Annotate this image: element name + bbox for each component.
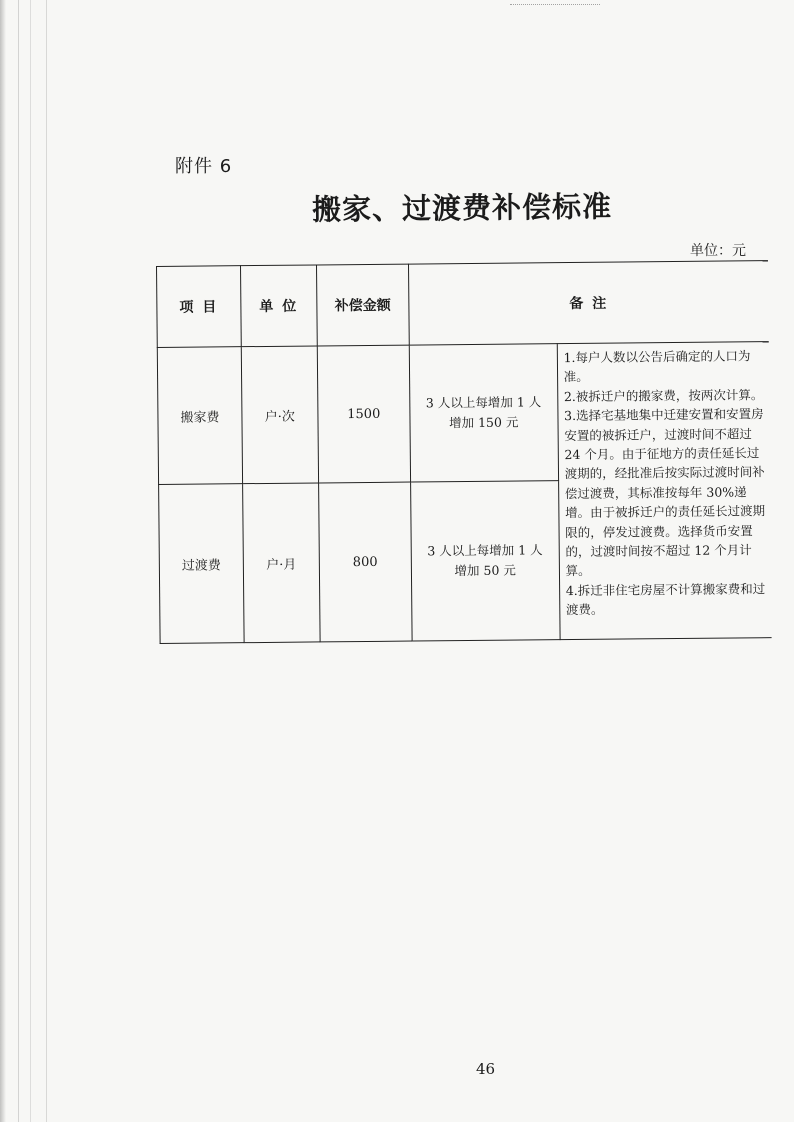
header-amount: 补偿金额 [316,264,409,346]
note-item: 4.拆迁非住宅房屋不计算搬家费和过渡费。 [565,581,766,618]
row-item: 过渡费 [159,484,244,644]
header-unit: 单 位 [240,265,317,347]
row-unit: 户·次 [241,346,318,484]
row-item: 搬家费 [157,347,242,485]
notes-cell [557,342,772,640]
unit-note: 单位：元 [690,243,746,259]
header-item: 项 目 [157,266,242,348]
table-row [157,342,770,485]
row-condition [410,481,559,641]
document-title: 搬家、过渡费补偿标准 [311,189,613,227]
attachment-label: 附件 6 [175,156,233,177]
scan-edge-shadow [0,0,6,1122]
note-item: 1.每户人数以公告后确定的人口为准。 [563,348,751,385]
row-unit: 户·月 [243,483,320,643]
note-item: 2.被拆迁户的搬家费，按两次计算。 [563,386,764,404]
scan-binding-edge [0,0,78,1122]
condition-line: 3 人以上每增加 1 人 [425,394,542,411]
row-amount: 1500 [317,345,410,483]
note-item: 3.选择宅基地集中迁建安置和安置房安置的被拆迁户，过渡时间不超过 24 个月。由于征地方的责任延长过渡期的，经批准后按实际过渡时间补偿过渡费，其标准按每年 30%递增。由于被拆迁户的责任延长过渡期限的，停发过渡费。选择货币安置的，过渡时间按不超过 12 个月计算。 [564,406,766,579]
row-condition [409,344,558,482]
table-header-row [157,261,769,348]
header-notes: 备 注 [408,261,768,345]
row-amount: 800 [318,482,411,642]
scan-speck [510,4,600,6]
compensation-table [156,260,772,644]
condition-line: 3 人以上每增加 1 人 [427,542,543,559]
condition-line: 增加 50 元 [454,562,516,579]
page-number: 46 [476,1060,496,1078]
condition-line: 增加 150 元 [449,414,519,431]
